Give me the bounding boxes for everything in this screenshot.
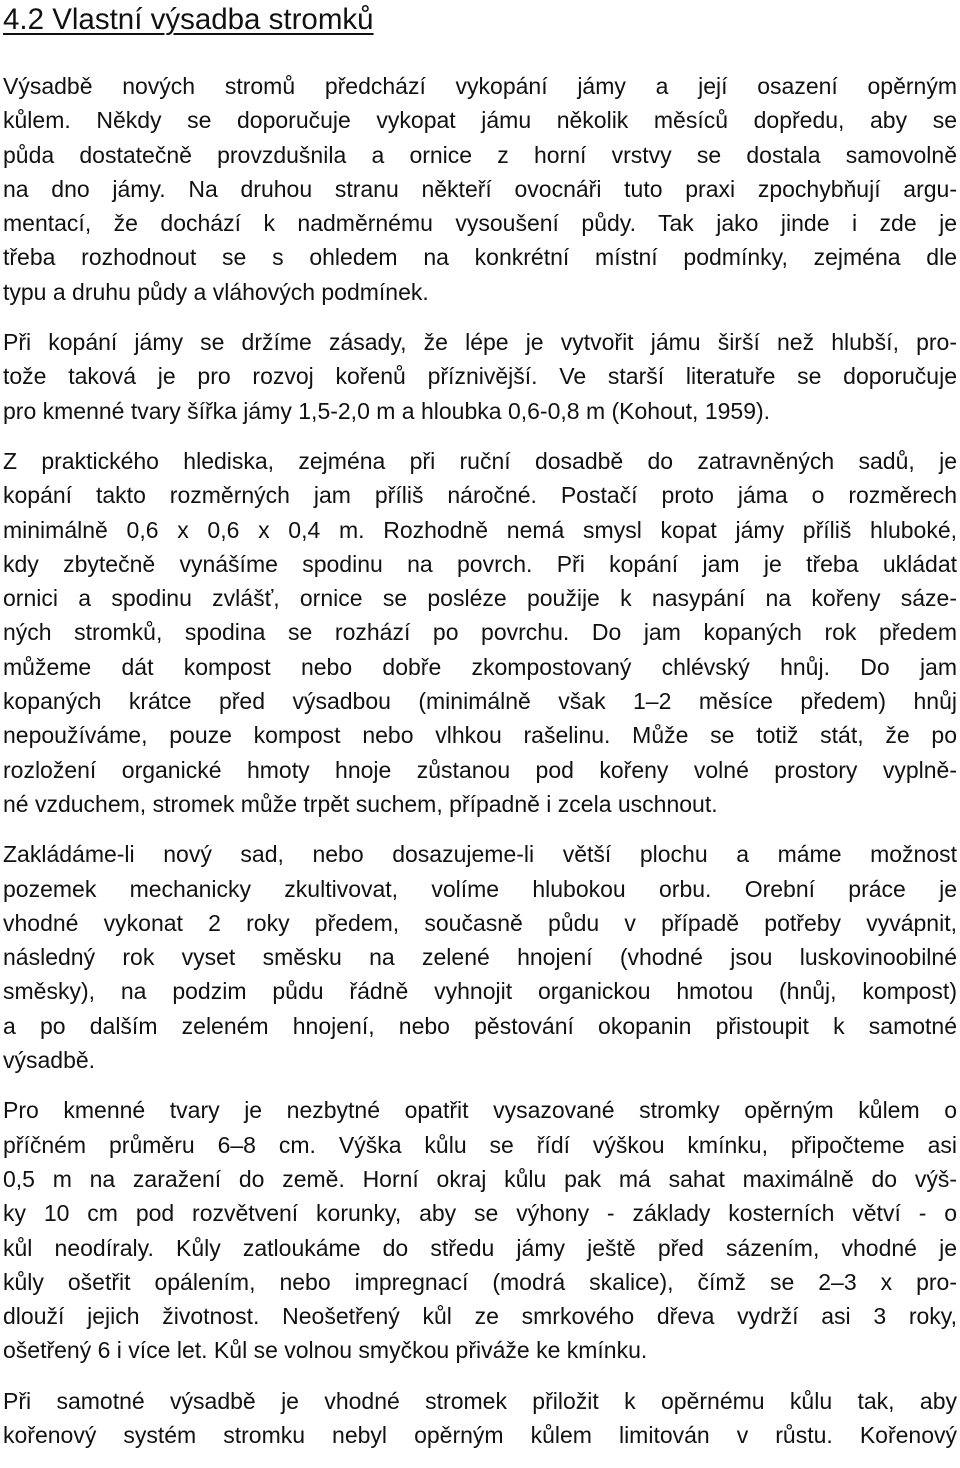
text-line: kdy zbytečně vynášíme spodinu na povrch. Při kopání jam je třeba ukládat <box>3 550 957 577</box>
text-line: půda dostatečně provzdušnila a ornice z horní vrstvy se dostala samovolně <box>3 141 957 168</box>
text-line: pozemek mechanicky zkultivovat, volíme hlubokou orbu. Orební práce je <box>3 875 957 902</box>
text-line: Pro kmenné tvary je nezbytné opatřit vysazované stromky opěrným kůlem o <box>3 1097 957 1124</box>
text-line: vhodné vykonat 2 roky předem, současně půdu v případě potřeby vyvápnit, <box>3 909 957 936</box>
text-line: kopaných krátce před výsadbou (minimálně však 1–2 měsíce předem) hnůj <box>3 688 957 715</box>
text-line: následný rok vyset směsku na zelené hnojení (vhodné jsou luskovinoobilné <box>3 944 957 971</box>
text-line: kůlem. Někdy se doporučuje vykopat jámu několik měsíců dopředu, aby se <box>3 107 957 134</box>
text-line: kopání takto rozměrných jam příliš náročné. Postačí proto jáma o rozměrech <box>3 482 957 509</box>
document-page <box>3 0 957 1468</box>
paragraph-1 <box>3 69 957 309</box>
text-line: směsky), na podzim půdu řádně vyhnojit organickou hmotou (hnůj, kompost) <box>3 978 957 1005</box>
text-line: příčném průměru 6–8 cm. Výška kůlu se řídí výškou kmínku, připočteme asi <box>3 1131 957 1158</box>
paragraph-3 <box>3 444 957 821</box>
text-line: třeba rozhodnout se s ohledem na konkrétní místní podmínky, zejména dle <box>3 244 957 271</box>
text-line: nepoužíváme, pouze kompost nebo vlhkou rašelinu. Může se totiž stát, že po <box>3 722 957 749</box>
text-line: Při samotné výsadbě je vhodné stromek přiložit k opěrnému kůlu tak, aby <box>3 1387 957 1414</box>
text-line: ných stromků, spodina se rozhází po povrchu. Do jam kopaných rok předem <box>3 619 957 646</box>
text-line: kůly ošetřit opálením, nebo impregnací (modrá skalice), čímž se 2–3 x pro- <box>3 1268 957 1295</box>
text-line: na dno jámy. Na druhou stranu někteří ovocnáři tuto praxi zpochybňují argu- <box>3 175 957 202</box>
text-line: kořenový systém stromku nebyl opěrným kůlem limitován v růstu. Kořenový <box>3 1421 957 1448</box>
text-line: dlouží jejich životnost. Neošetřený kůl ze smrkového dřeva vydrží asi 3 roky, <box>3 1303 957 1330</box>
section-heading-text: 4.2 Vlastní výsadba stromků <box>3 3 374 36</box>
body-text <box>3 69 957 1452</box>
text-line: a po dalším zeleném hnojení, nebo pěstování okopanin přistoupit k samotné <box>3 1012 957 1039</box>
text-line: ornici a spodinu zvlášť, ornice se posléze použije k nasypání na kořeny sáze- <box>3 585 957 612</box>
text-line: Z praktického hlediska, zejména při ruční dosadbě do zatravněných sadů, je <box>3 447 957 474</box>
text-line: Při kopání jámy se držíme zásady, že lépe je vytvořit jámu širší než hlubší, pro- <box>3 329 957 356</box>
paragraph-5 <box>3 1093 957 1367</box>
text-line: né vzduchem, stromek může trpět suchem, případně i zcela uschnout. <box>3 790 718 817</box>
text-line: minimálně 0,6 x 0,6 x 0,4 m. Rozhodně nemá smysl kopat jámy příliš hluboké, <box>3 516 957 543</box>
text-line: mentací, že dochází k nadměrnému vysoušení půdy. Tak jako jinde i zde je <box>3 210 957 237</box>
paragraph-4 <box>3 837 957 1077</box>
paragraph-2 <box>3 325 957 428</box>
text-line: můžeme dát kompost nebo dobře zkompostovaný chlévský hnůj. Do jam <box>3 653 957 680</box>
text-line: Zakládáme-li nový sad, nebo dosazujeme-li větší plochu a máme možnost <box>3 841 957 868</box>
text-line: rozložení organické hmoty hnoje zůstanou pod kořeny volné prostory vyplně- <box>3 756 957 783</box>
text-line: ky 10 cm pod rozvětvení korunky, aby se výhony - základy kosterních větví - o <box>3 1200 957 1227</box>
text-line: 0,5 m na zaražení do země. Horní okraj kůlu pak má sahat maximálně do výš- <box>3 1165 957 1192</box>
text-line: Výsadbě nových stromů předchází vykopání jámy a její osazení opěrným <box>3 73 957 99</box>
paragraph-6 <box>3 1384 957 1453</box>
text-line: pro kmenné tvary šířka jámy 1,5-2,0 m a hloubka 0,6-0,8 m (Kohout, 1959). <box>3 397 771 424</box>
text-line: tože taková je pro rozvoj kořenů příznivější. Ve starší literatuře se doporučuje <box>3 363 957 390</box>
section-heading <box>3 0 957 40</box>
text-line: typu a druhu půdy a vláhových podmínek. <box>3 278 429 305</box>
text-line: ošetřený 6 i více let. Kůl se volnou smyčkou přiváže ke kmínku. <box>3 1337 648 1364</box>
text-line: výsadbě. <box>3 1047 96 1074</box>
text-line: kůl neodíraly. Kůly zatloukáme do středu jámy ještě před sázením, vhodné je <box>3 1234 957 1261</box>
